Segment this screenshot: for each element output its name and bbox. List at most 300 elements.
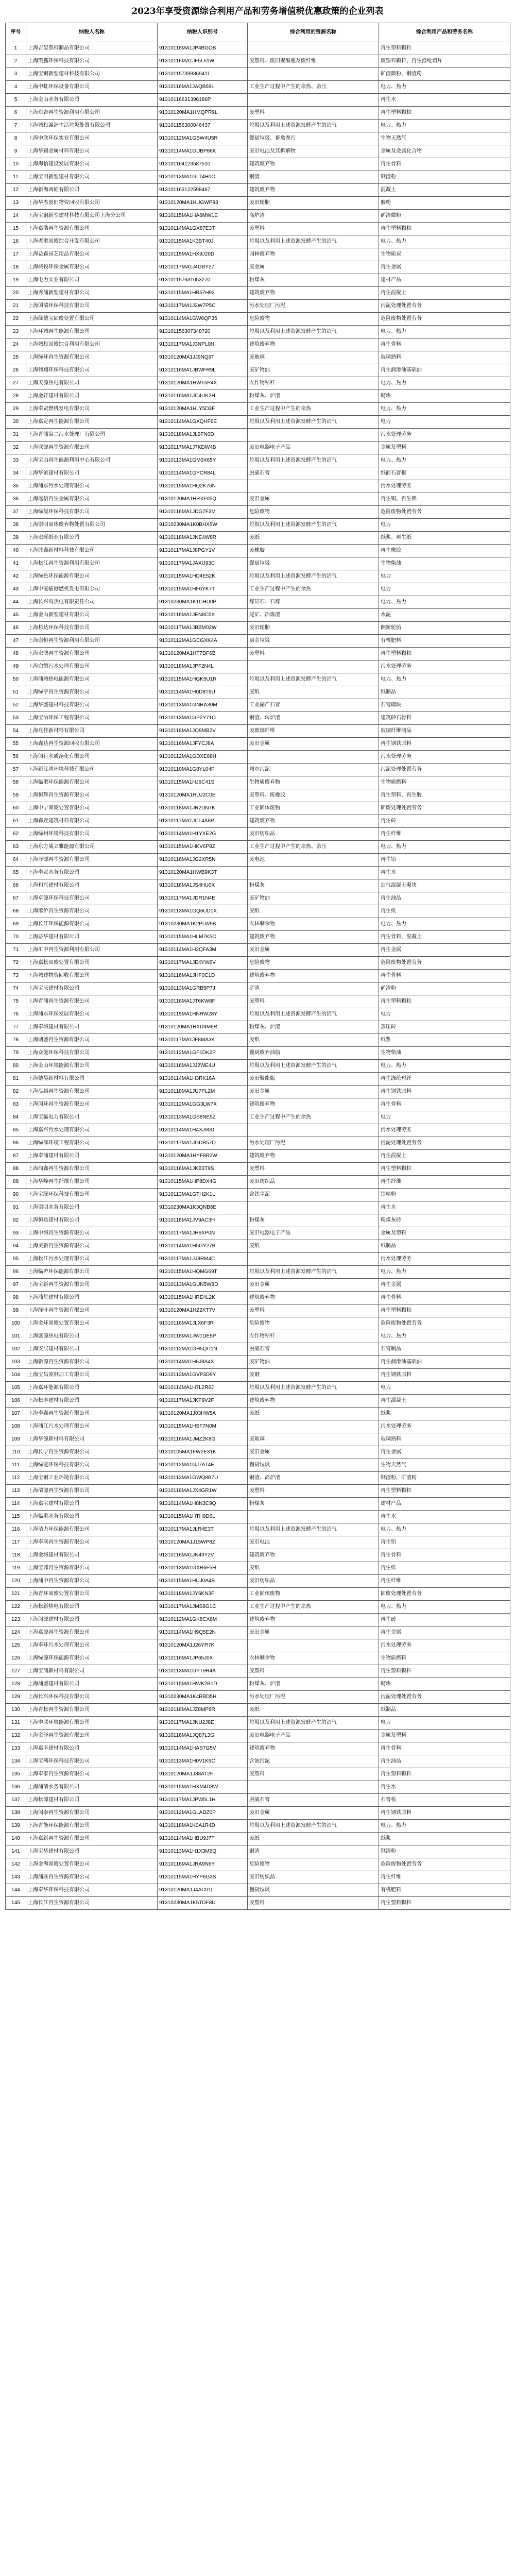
table-row xyxy=(6,287,510,300)
cell-seq: 132 xyxy=(6,1730,26,1742)
cell-taxpayer-id: 91310116MA1JEN8C5X xyxy=(158,609,248,622)
cell-resource-name: 垃圾以及利用上述资源发酵产生的沼气 xyxy=(248,326,379,338)
cell-taxpayer-name: 上海海怡建设发展有限公司 xyxy=(26,158,158,171)
cell-product-name: 再生金属 xyxy=(379,1279,510,1292)
cell-seq: 21 xyxy=(6,300,26,313)
cell-resource-name xyxy=(248,867,379,879)
cell-resource-name: 垃圾以及利用上述资源发酵产生的沼气 xyxy=(248,1523,379,1536)
cell-resource-name: 废旧电池及其拆解物 xyxy=(248,145,379,158)
cell-product-name: 纸制品 xyxy=(379,1704,510,1717)
cell-taxpayer-id: 91310114MA1H5GY27B xyxy=(158,1240,248,1253)
cell-seq: 39 xyxy=(6,532,26,545)
cell-taxpayer-id: 91310118MA1JW1DE5P xyxy=(158,1330,248,1343)
table-row xyxy=(6,1639,510,1652)
cell-resource-name xyxy=(248,751,379,764)
cell-product-name: 纸制品 xyxy=(379,686,510,699)
cell-seq: 82 xyxy=(6,1086,26,1098)
cell-seq: 20 xyxy=(6,287,26,300)
cell-resource-name: 废塑料 xyxy=(248,1163,379,1176)
cell-taxpayer-name: 上海华杰废旧物资回收有限公司 xyxy=(26,197,158,210)
cell-resource-name: 建筑废弃物 xyxy=(248,1742,379,1755)
cell-product-name: 污水处理劳务 xyxy=(379,660,510,673)
cell-seq: 24 xyxy=(6,338,26,351)
cell-taxpayer-name: 上海宝钢新型建材科技有限公司上海分公司 xyxy=(26,210,158,223)
cell-resource-name: 废塑料 xyxy=(248,1665,379,1678)
table-row xyxy=(6,1678,510,1691)
cell-product-name: 石膏制品 xyxy=(379,1343,510,1356)
cell-resource-name: 废塑料 xyxy=(248,1485,379,1498)
cell-resource-name: 粉煤灰、炉渣 xyxy=(248,1678,379,1691)
cell-taxpayer-name: 上海金轩建材有限公司 xyxy=(26,390,158,403)
table-row xyxy=(6,995,510,1008)
cell-resource-name xyxy=(248,1639,379,1652)
cell-resource-name xyxy=(248,68,379,81)
cell-seq: 110 xyxy=(6,1446,26,1459)
cell-taxpayer-id: 91310120MA1HXD3M6R xyxy=(158,1021,248,1034)
cell-product-name: 电力、热力 xyxy=(379,377,510,390)
cell-resource-name: 粉煤灰、炉渣 xyxy=(248,1021,379,1034)
table-row xyxy=(6,1279,510,1292)
cell-taxpayer-id: 91310118MA1JQ9MB2V xyxy=(158,725,248,738)
table-row xyxy=(6,1240,510,1253)
cell-resource-name: 垃圾以及利用上述资源发酵产生的沼气 xyxy=(248,570,379,583)
cell-seq: 105 xyxy=(6,1382,26,1395)
cell-taxpayer-name: 上海胜鑫新材料科技有限公司 xyxy=(26,545,158,557)
cell-product-name: 污水处理劳务 xyxy=(379,1124,510,1137)
cell-product-name: 再生骨料 xyxy=(379,1549,510,1562)
cell-taxpayer-id: 913101156300046437 xyxy=(158,120,248,132)
cell-resource-name: 建筑废弃物 xyxy=(248,1614,379,1626)
cell-taxpayer-name: 上海东吉再生资源利用有限公司 xyxy=(26,107,158,120)
cell-seq: 44 xyxy=(6,596,26,609)
cell-taxpayer-name: 上海卓源环保科技有限公司 xyxy=(26,892,158,905)
cell-product-name: 污水处理劳务 xyxy=(379,1420,510,1433)
table-row xyxy=(6,712,510,725)
cell-product-name: 污水处理劳务 xyxy=(379,1639,510,1652)
cell-resource-name: 工业生产过程中产生的余热 xyxy=(248,403,379,416)
cell-resource-name xyxy=(248,660,379,673)
table-row xyxy=(6,519,510,532)
cell-taxpayer-id: 91310117MA1JMS8G1C xyxy=(158,1601,248,1614)
cell-product-name: 再生钢铁原料 xyxy=(379,1807,510,1820)
cell-taxpayer-name: 上海青浦再生资源有限公司 xyxy=(26,995,158,1008)
cell-seq: 51 xyxy=(6,686,26,699)
cell-taxpayer-name: 上海金海固废处置有限公司 xyxy=(26,1858,158,1871)
cell-resource-name: 废旧金属 xyxy=(248,738,379,751)
table-row xyxy=(6,300,510,313)
cell-taxpayer-name: 上海秀浦新型建材有限公司 xyxy=(26,287,158,300)
table-row xyxy=(6,261,510,274)
cell-taxpayer-id: 91310113MA1GQ6UD1X xyxy=(158,905,248,918)
table-row xyxy=(6,1343,510,1356)
cell-resource-name xyxy=(248,1511,379,1523)
cell-seq: 123 xyxy=(6,1614,26,1626)
cell-taxpayer-name: 上海嘉源再生资源有限公司 xyxy=(26,1626,158,1639)
cell-taxpayer-name: 上海浦联再生资源有限公司 xyxy=(26,1871,158,1884)
cell-seq: 50 xyxy=(6,673,26,686)
cell-resource-name: 建筑废弃物 xyxy=(248,1395,379,1408)
cell-resource-name: 脱硫石膏 xyxy=(248,467,379,480)
table-row xyxy=(6,235,510,248)
cell-taxpayer-id: 91310120MA1HLY5D3F xyxy=(158,403,248,416)
cell-taxpayer-id: 91310116MA1JP65J0X xyxy=(158,1652,248,1665)
column-header-product-name: 综合利用产品和劳务名称 xyxy=(379,23,510,42)
cell-seq: 31 xyxy=(6,429,26,442)
table-row xyxy=(6,55,510,68)
table-row xyxy=(6,210,510,223)
table-row xyxy=(6,1034,510,1047)
cell-taxpayer-name: 上海浦星建材有限公司 xyxy=(26,1292,158,1304)
cell-taxpayer-id: 91310230MA1K5TDF8U xyxy=(158,1897,248,1910)
cell-product-name: 再生骨料 xyxy=(379,158,510,171)
cell-seq: 143 xyxy=(6,1871,26,1884)
cell-taxpayer-id: 91310115MA1HRE4L2K xyxy=(158,1292,248,1304)
cell-seq: 113 xyxy=(6,1485,26,1498)
cell-taxpayer-name: 上海闵泰再生资源有限公司 xyxy=(26,1807,158,1820)
table-row xyxy=(6,1446,510,1459)
cell-seq: 15 xyxy=(6,223,26,235)
cell-resource-name: 园林废弃物 xyxy=(248,248,379,261)
cell-taxpayer-name: 上海青浦第二污水处理厂有限公司 xyxy=(26,429,158,442)
cell-taxpayer-name: 上海奉泰再生资源有限公司 xyxy=(26,1768,158,1781)
cell-product-name: 玻璃熟料 xyxy=(379,1433,510,1446)
table-row xyxy=(6,1665,510,1678)
table-row xyxy=(6,1176,510,1189)
table-row xyxy=(6,1369,510,1382)
cell-seq: 76 xyxy=(6,1008,26,1021)
cell-resource-name: 废旧金属 xyxy=(248,1086,379,1098)
cell-resource-name: 废旧纺织品 xyxy=(248,828,379,841)
table-body xyxy=(6,42,510,1910)
cell-taxpayer-name: 上海电力实业有限公司 xyxy=(26,274,158,287)
cell-resource-name: 粉煤灰 xyxy=(248,274,379,287)
cell-taxpayer-id: 91310114MA1GUBP86K xyxy=(158,145,248,158)
cell-taxpayer-id: 91310114MA1H0D8T9U xyxy=(158,686,248,699)
cell-seq: 38 xyxy=(6,519,26,532)
cell-product-name: 再生塑料颗粒 xyxy=(379,1897,510,1910)
cell-product-name: 污泥处理处置劳务 xyxy=(379,764,510,776)
cell-taxpayer-id: 91310120MA1HYF8R2W xyxy=(158,1150,248,1163)
cell-taxpayer-id: 91310116MA1JHF0C1D xyxy=(158,970,248,982)
cell-resource-name: 含油污泥 xyxy=(248,1755,379,1768)
cell-resource-name: 工业副产石膏 xyxy=(248,699,379,712)
cell-taxpayer-id: 91310117MA1JF8MA3K xyxy=(158,1034,248,1047)
cell-taxpayer-id: 91310115MA1HGK5U1R xyxy=(158,673,248,686)
cell-taxpayer-id: 91310118MA1JS4HU0X xyxy=(158,879,248,892)
cell-product-name: 再生水 xyxy=(379,1201,510,1214)
cell-resource-name: 餐厨废弃油脂 xyxy=(248,1047,379,1060)
cell-taxpayer-name: 上海环城再生能源有限公司 xyxy=(26,326,158,338)
table-row xyxy=(6,957,510,970)
cell-seq: 85 xyxy=(6,1124,26,1137)
cell-seq: 133 xyxy=(6,1742,26,1755)
cell-product-name: 纸浆 xyxy=(379,1408,510,1420)
cell-resource-name: 废旧纺织品 xyxy=(248,1575,379,1588)
cell-taxpayer-name: 上海和兴建材有限公司 xyxy=(26,879,158,892)
cell-taxpayer-id: 91310114MA1H6J8A4X xyxy=(158,1356,248,1369)
cell-product-name: 再生塑料颗粒 xyxy=(379,1768,510,1781)
cell-product-name: 生物质燃料 xyxy=(379,776,510,789)
cell-seq: 9 xyxy=(6,145,26,158)
cell-seq: 27 xyxy=(6,377,26,390)
table-row xyxy=(6,1794,510,1807)
table-row xyxy=(6,944,510,957)
cell-product-name: 电力、热力 xyxy=(379,1060,510,1073)
cell-product-name: 生物质炭 xyxy=(379,248,510,261)
cell-resource-name xyxy=(248,1420,379,1433)
cell-product-name: 电力、热力 xyxy=(379,673,510,686)
cell-taxpayer-id: 91310114MA1H1YXE2G xyxy=(158,828,248,841)
cell-seq: 34 xyxy=(6,467,26,480)
cell-taxpayer-id: 91310118MA1JV9AC3H xyxy=(158,1214,248,1227)
cell-taxpayer-id: 91310117MA1J8PGY1V xyxy=(158,545,248,557)
cell-seq: 125 xyxy=(6,1639,26,1652)
cell-taxpayer-name: 上海东方威立雅能源有限公司 xyxy=(26,841,158,854)
column-header-taxpayer-name: 纳税人名称 xyxy=(26,23,158,42)
cell-seq: 37 xyxy=(6,506,26,519)
cell-product-name: 生物天然气 xyxy=(379,132,510,145)
cell-taxpayer-name: 上海申虹环保设备有限公司 xyxy=(26,81,158,94)
cell-product-name: 粉煤灰砖 xyxy=(379,1214,510,1227)
cell-taxpayer-name: 上海闵行水质净化有限公司 xyxy=(26,751,158,764)
cell-taxpayer-name: 上海申城再生资源有限公司 xyxy=(26,1227,158,1240)
cell-resource-name: 污水处理厂污泥 xyxy=(248,300,379,313)
cell-product-name: 金属及金属化合物 xyxy=(379,145,510,158)
cell-taxpayer-id: 91310115MA1HF6YK7T xyxy=(158,583,248,596)
cell-product-name: 污水处理劳务 xyxy=(379,1253,510,1266)
cell-taxpayer-id: 91310230MA1K0BHX5W xyxy=(158,519,248,532)
cell-seq: 22 xyxy=(6,313,26,326)
cell-seq: 81 xyxy=(6,1073,26,1086)
cell-seq: 130 xyxy=(6,1704,26,1717)
cell-taxpayer-id: 91310113MA1GM0X65Y xyxy=(158,454,248,467)
cell-product-name: 纸浆、再生纸 xyxy=(379,532,510,545)
cell-resource-name: 农林剩余物 xyxy=(248,918,379,931)
table-row xyxy=(6,764,510,776)
cell-resource-name: 垃圾以及利用上述资源发酵产生的沼气 xyxy=(248,416,379,429)
table-row xyxy=(6,1420,510,1433)
table-row xyxy=(6,841,510,854)
table-row xyxy=(6,1498,510,1511)
cell-taxpayer-name: 上海嘉新再生资源有限公司 xyxy=(26,1833,158,1845)
cell-product-name: 加气混凝土砌块 xyxy=(379,879,510,892)
cell-product-name: 再生纤维 xyxy=(379,1575,510,1588)
cell-resource-name: 污水处理厂污泥 xyxy=(248,1691,379,1704)
cell-taxpayer-name: 上海宝昌废钢加工有限公司 xyxy=(26,1369,158,1382)
table-header-row xyxy=(6,23,510,42)
cell-taxpayer-name: 上海宝临电力有限公司 xyxy=(26,1111,158,1124)
cell-product-name: 污泥处理处置劳务 xyxy=(379,300,510,313)
table-row xyxy=(6,789,510,802)
column-header-seq: 序号 xyxy=(6,23,26,42)
cell-seq: 112 xyxy=(6,1472,26,1485)
cell-taxpayer-name: 上海国清环保科技有限公司 xyxy=(26,300,158,313)
cell-taxpayer-name: 上海恒辉再生资源有限公司 xyxy=(26,789,158,802)
cell-seq: 56 xyxy=(6,751,26,764)
cell-taxpayer-name: 上海长宁再生资源有限公司 xyxy=(26,1446,158,1459)
cell-seq: 59 xyxy=(6,789,26,802)
cell-taxpayer-id: 913101164123587510 xyxy=(158,158,248,171)
cell-resource-name: 危险废物 xyxy=(248,1858,379,1871)
cell-product-name: 再生塑料颗粒 xyxy=(379,107,510,120)
cell-taxpayer-id: 91310120MA1J26YR7K xyxy=(158,1639,248,1652)
cell-resource-name: 粉煤灰 xyxy=(248,1498,379,1511)
cell-taxpayer-id: 91310117MA1JJ8RM4C xyxy=(158,1253,248,1266)
cell-taxpayer-id: 91310115MA1HKV6P8Z xyxy=(158,841,248,854)
cell-taxpayer-name: 上海松丰建材有限公司 xyxy=(26,1395,158,1408)
cell-resource-name: 废旧金属 xyxy=(248,1626,379,1639)
cell-product-name: 金属及塑料 xyxy=(379,1730,510,1742)
cell-resource-name: 粉煤灰、炉渣 xyxy=(248,390,379,403)
cell-taxpayer-name: 上海绿源环保能源有限公司 xyxy=(26,1652,158,1665)
cell-taxpayer-name: 上海泽源再生资源有限公司 xyxy=(26,854,158,867)
cell-taxpayer-id: 91310118MA1JPF2N4L xyxy=(158,660,248,673)
cell-taxpayer-id: 91310117MA1JAXU93C xyxy=(158,557,248,570)
cell-product-name: 危险废物处置劳务 xyxy=(379,313,510,326)
cell-product-name: 再生橡胶 xyxy=(379,545,510,557)
table-row xyxy=(6,1717,510,1730)
cell-resource-name: 废纸 xyxy=(248,1408,379,1420)
cell-taxpayer-name: 上海崇明水务有限公司 xyxy=(26,1201,158,1214)
cell-taxpayer-id: 91310112MA1GJ7AT4E xyxy=(158,1459,248,1472)
cell-taxpayer-name: 上海金山环境能源有限公司 xyxy=(26,1060,158,1073)
cell-taxpayer-name: 上海浦城热电能源有限公司 xyxy=(26,673,158,686)
cell-seq: 116 xyxy=(6,1523,26,1536)
table-row xyxy=(6,1356,510,1369)
cell-resource-name: 垃圾以及利用上述资源发酵产生的沼气 xyxy=(248,120,379,132)
table-row xyxy=(6,1382,510,1395)
cell-seq: 16 xyxy=(6,235,26,248)
cell-product-name: 纸浆 xyxy=(379,1034,510,1047)
cell-resource-name: 厨余垃圾 xyxy=(248,635,379,648)
cell-resource-name: 废旧电器电子产品 xyxy=(248,1227,379,1240)
cell-taxpayer-name: 上海城投环保金属有限公司 xyxy=(26,261,158,274)
cell-resource-name: 垃圾以及利用上述资源发酵产生的沼气 xyxy=(248,1382,379,1395)
cell-product-name: 污水处理劳务 xyxy=(379,480,510,493)
table-row xyxy=(6,815,510,828)
cell-taxpayer-id: 91310112MA1GG3LW7X xyxy=(158,1098,248,1111)
cell-taxpayer-name: 上海金环固废处置有限公司 xyxy=(26,1317,158,1330)
table-row xyxy=(6,1871,510,1884)
cell-taxpayer-name: 上海绿能环保科技有限公司 xyxy=(26,1459,158,1472)
cell-taxpayer-name: 上海宝钢新型建材科技有限公司 xyxy=(26,68,158,81)
cell-seq: 102 xyxy=(6,1343,26,1356)
cell-taxpayer-id: 91310113MA1GYT9H4A xyxy=(158,1665,248,1678)
cell-taxpayer-name: 上海长兴环保科技有限公司 xyxy=(26,1691,158,1704)
cell-taxpayer-id: 91310117MA1JCL4A6P xyxy=(158,815,248,828)
table-row xyxy=(6,171,510,184)
table-row xyxy=(6,1536,510,1549)
table-row xyxy=(6,1575,510,1588)
cell-seq: 13 xyxy=(6,197,26,210)
cell-taxpayer-name: 上海新海商砼有限公司 xyxy=(26,184,158,197)
cell-resource-name: 建筑废弃物 xyxy=(248,338,379,351)
table-row xyxy=(6,1781,510,1794)
cell-taxpayer-name: 上海绿宇再生资源有限公司 xyxy=(26,686,158,699)
cell-taxpayer-id: 91310112MA1GLADZ0P xyxy=(158,1807,248,1820)
cell-taxpayer-id: 91310115MA1HTH9D6L xyxy=(158,1511,248,1523)
cell-taxpayer-name: 上海浦清水务有限公司 xyxy=(26,1781,158,1794)
cell-product-name: 再生金属 xyxy=(379,261,510,274)
cell-resource-name: 垃圾以及利用上述资源发酵产生的沼气 xyxy=(248,519,379,532)
cell-seq: 54 xyxy=(6,725,26,738)
cell-taxpayer-id: 91310118MA1JL9FN0D xyxy=(158,429,248,442)
cell-taxpayer-id: 91310114MA1HAS7G5V xyxy=(158,1742,248,1755)
cell-resource-name: 钢渣、转炉渣 xyxy=(248,712,379,725)
cell-taxpayer-id: 91310118MA1JR2DN7K xyxy=(158,802,248,815)
cell-taxpayer-name: 上海华峰再生纤维有限公司 xyxy=(26,1176,158,1189)
cell-product-name: 生物柴油 xyxy=(379,1047,510,1060)
cell-product-name: 砌块 xyxy=(379,390,510,403)
cell-taxpayer-name: 上海浦江污水处理有限公司 xyxy=(26,1420,158,1433)
cell-product-name: 玻璃纤维制品 xyxy=(379,725,510,738)
cell-taxpayer-id: 91310120MA1HUJ2C0E xyxy=(158,789,248,802)
cell-taxpayer-name: 上海宝冶环保工程有限公司 xyxy=(26,712,158,725)
cell-seq: 49 xyxy=(6,660,26,673)
cell-taxpayer-id: 91310113MA1GS8NE5Z xyxy=(158,1111,248,1124)
cell-seq: 107 xyxy=(6,1408,26,1420)
cell-taxpayer-name: 上海恒达建材有限公司 xyxy=(26,1214,158,1227)
cell-taxpayer-id: 91310113MA1GXR6F5H xyxy=(158,1562,248,1575)
cell-taxpayer-id: 91310117MA1JE4YW6V xyxy=(158,957,248,970)
cell-taxpayer-name: 上海联源再生资源有限公司 xyxy=(26,442,158,454)
cell-taxpayer-name: 上海长江再生资源有限公司 xyxy=(26,1897,158,1910)
cell-resource-name: 工业生产过程中产生的余热、余压 xyxy=(248,81,379,94)
table-row xyxy=(6,506,510,519)
cell-resource-name: 煤矸石、石煤 xyxy=(248,596,379,609)
cell-taxpayer-name: 上海闵源建材有限公司 xyxy=(26,1614,158,1626)
cell-seq: 140 xyxy=(6,1833,26,1845)
table-row xyxy=(6,686,510,699)
cell-resource-name: 工业生产过程中产生的余热 xyxy=(248,1601,379,1614)
cell-product-name: 再生塑料颗粒 xyxy=(379,1665,510,1678)
cell-taxpayer-name: 上海宝钢工业环境有限公司 xyxy=(26,1472,158,1485)
cell-seq: 68 xyxy=(6,905,26,918)
cell-resource-name: 废旧金属 xyxy=(248,1279,379,1292)
cell-resource-name: 粉煤灰 xyxy=(248,879,379,892)
cell-taxpayer-name: 上海浦盛建材有限公司 xyxy=(26,1678,158,1691)
cell-taxpayer-name: 上海嘉宝建材有限公司 xyxy=(26,1498,158,1511)
cell-resource-name: 建筑废弃物 xyxy=(248,1150,379,1163)
cell-resource-name: 废塑料、废旧聚酯瓶及废纤维 xyxy=(248,55,379,68)
cell-product-name: 铁精粉 xyxy=(379,1189,510,1201)
table-row xyxy=(6,1330,510,1343)
cell-taxpayer-name: 上海嘉兴污水处理有限公司 xyxy=(26,1124,158,1137)
table-row xyxy=(6,545,510,557)
table-row xyxy=(6,635,510,648)
cell-resource-name: 餐厨垃圾 xyxy=(248,1459,379,1472)
cell-taxpayer-name: 上海松源建材有限公司 xyxy=(26,1794,158,1807)
cell-taxpayer-id: 91310114MA1GYCR84L xyxy=(158,467,248,480)
cell-seq: 74 xyxy=(6,982,26,995)
cell-taxpayer-id: 91310112MA1GF1DK2P xyxy=(158,1047,248,1060)
cell-seq: 52 xyxy=(6,699,26,712)
cell-taxpayer-id: 91310113MA1H1X3M2Q xyxy=(158,1845,248,1858)
cell-resource-name: 危险废物 xyxy=(248,1317,379,1330)
table-row xyxy=(6,1820,510,1833)
cell-product-name: 电力、热力 xyxy=(379,235,510,248)
cell-seq: 128 xyxy=(6,1678,26,1691)
cell-seq: 14 xyxy=(6,210,26,223)
cell-taxpayer-id: 91310117MA1J2W7P5C xyxy=(158,300,248,313)
cell-resource-name: 建筑废弃物 xyxy=(248,970,379,982)
cell-seq: 96 xyxy=(6,1266,26,1279)
table-row xyxy=(6,596,510,609)
cell-seq: 70 xyxy=(6,931,26,944)
cell-product-name: 电力、热力 xyxy=(379,596,510,609)
table-row xyxy=(6,1408,510,1420)
table-row xyxy=(6,1395,510,1408)
